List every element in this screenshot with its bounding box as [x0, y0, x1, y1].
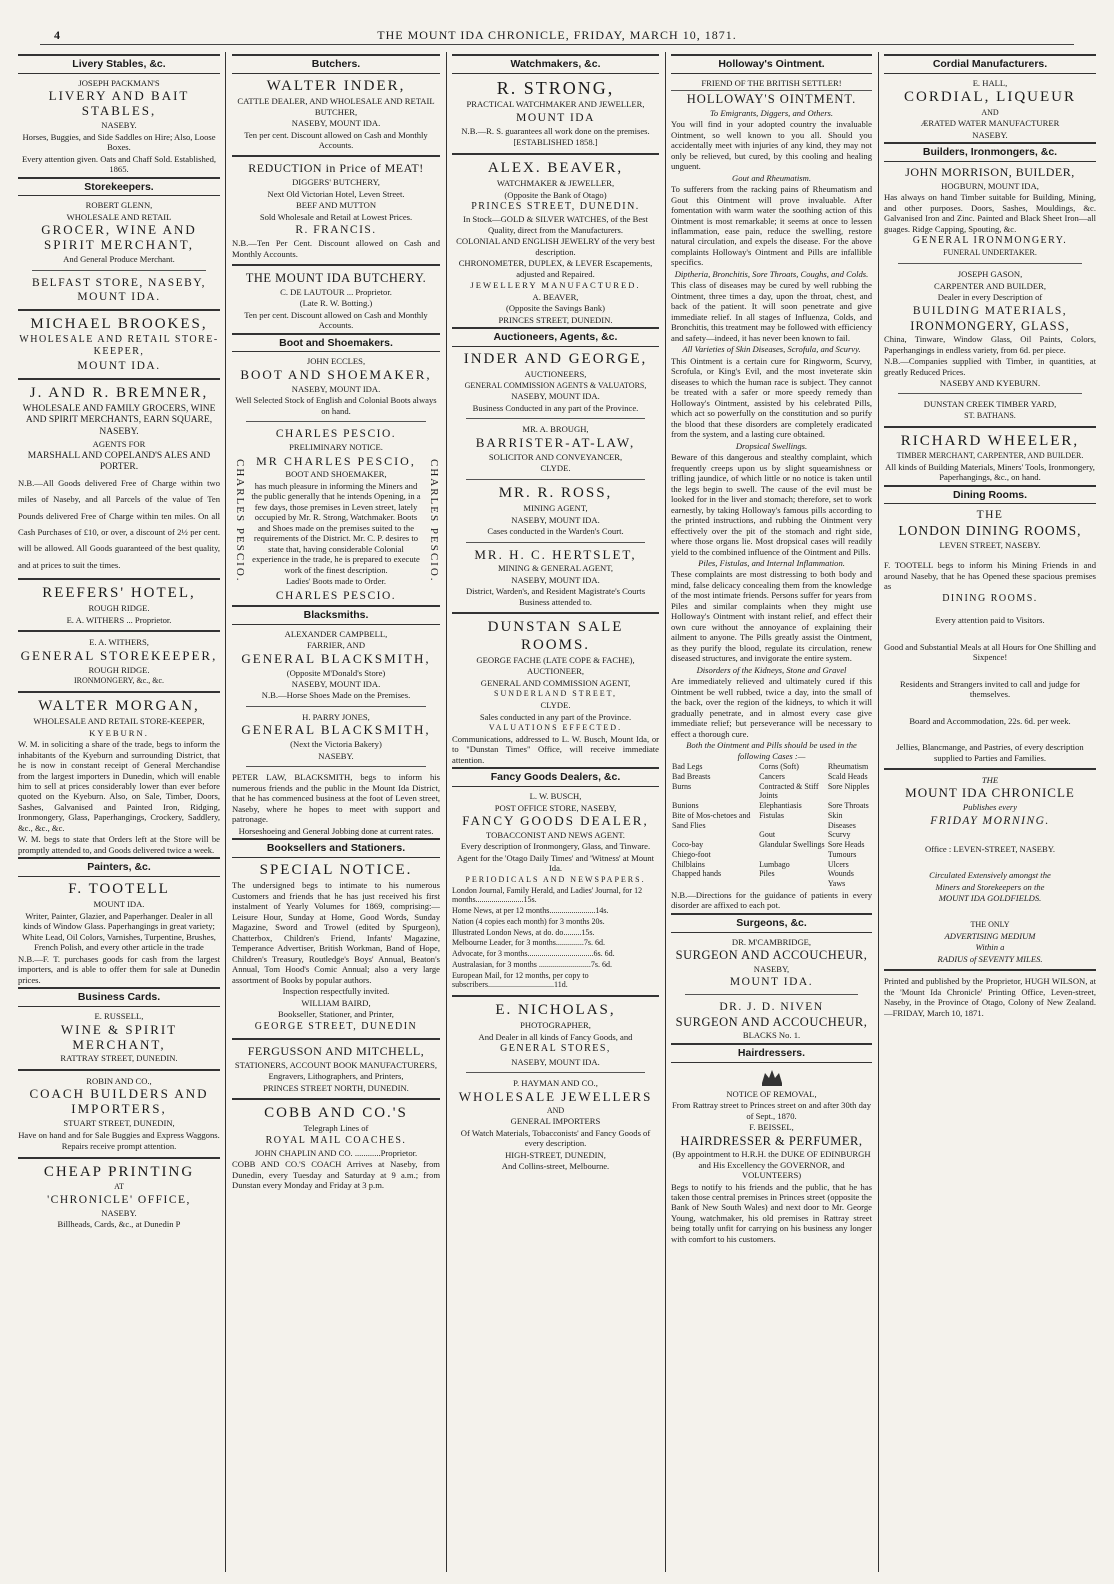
ad-baird: SPECIAL NOTICE. The undersigned begs to intimate to his numerous Customers and friends that he has just received his first instalment of Yearly Volumes for 1869, comprising:—Leisure Hour, Sunday at Home, Good Words, Sunday Magazine, Sword and Trowel (edited by Spurgeon), Chatterbox, Children's Friend, Infants' Magazine, Temperance Advertiser, British Workman, Band of Hope, Children's Treasury, Routledge's Boys' Annual, Beaton's Annual, Tom Hood's Comic Annual; also a very large assortment of Books by popular authors. Inspection respectfully invited. WILLIAM BAIRD, Bookseller, Stationer, and Printer, GEORGE STREET, DUNEDIN: [232, 862, 440, 1032]
table-row: Burns Contracted & Stiff Joints Sore Nipples: [672, 781, 870, 801]
section-heading: Booksellers and Stationers.: [232, 838, 440, 858]
imprint: Printed and published by the Proprietor, HUGH WILSON, at the 'Mount Ida Chronicle' Printing Office, Leven-street, Naseby, in the Province of Otago, Colony of New Zealand. —FRIDAY, March 10, 1871.: [884, 976, 1096, 1018]
table-row: Bad Breasts Cancers Scald Heads: [672, 771, 868, 781]
ad-beissel: NOTICE OF REMOVAL, From Rattray street to Princes street on and after 30th day of Sept., 1870. F. BEISSEL, HAIRDRESSER & PERFUMER, (By appointment to H.R.H. the DUKE OF EDINBURGH and His Excellency the GOVERNOR, and VOLUNTEERS) Begs to notify to his friends and the public, that he has taken those central premises in Princes street (opposite the Bank of New South Wales) and next door to Mr. George Young, watchmaker, his old premises in Rattray street being totally unfit for carrying on his business any longer with comfort to his customers.: [671, 1067, 872, 1245]
ad-pescio: CHARLES PESCIO. PRELIMINARY NOTICE. CHARLES PESCIO. MR CHARLES PESCIO, BOOT AND SHOEMAKER, has much pleasure in informing the Miners and the public generally that he intends Opening, in a few days, those premises in Leven street, lately occupied by Mr. R. Strong, Watchmaker. Boots and Shoes made on the premises suited to the requirements of the District. Mr. C. P. desires to state that, having considerable Colonial experience in the trade, he is prepared to execute work of the finest description. Ladies' Boots made to Order. CHARLES PESCIO. CHARLES PESCIO.: [234, 428, 440, 602]
ad-inder-butcher: WALTER INDER, CATTLE DEALER, AND WHOLESALE AND RETAIL BUTCHER, NASEBY, MOUNT IDA. Ten per cent. Discount allowed on Cash and Monthly Accounts.: [237, 77, 435, 150]
section-heading: Holloway's Ointment.: [671, 54, 872, 74]
page-number: 4: [54, 28, 61, 42]
column-2: [232, 52, 440, 1572]
column-rule: [878, 52, 879, 1572]
column-3: [452, 52, 659, 1572]
section-heading: Boot and Shoemakers.: [232, 333, 440, 353]
section-heading: Builders, Ironmongers, &c.: [884, 142, 1096, 162]
column-rule: [225, 52, 226, 1572]
section-heading: Butchers.: [232, 54, 440, 74]
ad-morgan: WALTER MORGAN, WHOLESALE AND RETAIL STORE-KEEPER, KYEBURN. W. M. in soliciting a share of the trade, begs to inform the inhabitants of the Kyeburn and surrounding District, that he is now in constant receipt of General Merchandise from the largest importers in Dunedin, which will enable him to sell at prices considerably lower than ever before quoted on the Kyeburn. Also, on Sale, Timber, Doors, Sashes, Galvanised and Painted Iron, Ridging, Ironmongery, Glass, Paperhangings, Crockery, Saddlery, &c., &c., &c. W. M. begs to state that Orders left at the Store will be promptly attended to, and Goods delivered twice a week.: [18, 697, 220, 855]
column-rule: [446, 52, 447, 1572]
table-row: Bite of Mos-chetoes and Sand Flies Fistulas Skin Diseases: [672, 810, 856, 830]
table-row: Gout Scurvy: [759, 830, 851, 840]
ad-hall: E. HALL, CORDIAL, LIQUEUR AND ÆRATED WATER MANUFACTURER NASEBY.: [904, 77, 1076, 140]
section-heading: Hairdressers.: [671, 1043, 872, 1063]
ad-jones: H. PARRY JONES, GENERAL BLACKSMITH, (Next the Victoria Bakery) NASEBY.: [241, 711, 431, 761]
table-row: Bunions Elephantiasis Sore Throats: [672, 801, 869, 811]
ad-mount-ida-butchery: THE MOUNT IDA BUTCHERY. C. DE LAUTOUR ... Proprietor. (Late R. W. Botting.) Ten per cent. Discount allowed on Cash and Monthly Accounts.: [244, 271, 428, 331]
section-heading: Livery Stables, &c.: [18, 54, 220, 74]
ad-withers: E. A. WITHERS, GENERAL STOREKEEPER, ROUGH RIDGE. IRONMONGERY, &c., &c.: [20, 637, 218, 686]
ad-niven: DR. J. D. NIVEN SURGEON AND ACCOUCHEUR, BLACKS No. 1.: [675, 1001, 868, 1041]
ad-inder-george: INDER AND GEORGE, AUCTIONEERS, GENERAL COMMISSION AGENTS & VALUATORS, NASEBY, MOUNT IDA. Business Conducted in any part of the Province.: [463, 351, 648, 413]
ad-dunstan-sale-rooms: DUNSTAN SALE ROOMS. GEORGE FACHE (LATE COPE & FACHE), AUCTIONEER, GENERAL AND COMMISSION AGENT, SUNDERLAND STREET, CLYDE. Sales conducted in any part of the Province. VALUATIONS EFFECTED. Communications, addressed to L. W. Busch, Mount Ida, or to "Dunstan Times" Office, will receive immediate attention.: [452, 619, 659, 765]
ad-cobb: COBB AND CO.'S Telegraph Lines of ROYAL MAIL COACHES. JOHN CHAPLIN AND CO. ............Proprietor. COBB AND CO.'S COACH Arrives at Naseby, from Dunedin, every Tuesday and Saturday at 9 a.m.; from Dunstan every Monday and Friday at 3 p.m.: [232, 1105, 440, 1191]
section-heading: Surgeons, &c.: [671, 913, 872, 933]
ad-ross: MR. R. ROSS, MINING AGENT, NASEBY, MOUNT IDA. Cases conducted in the Warden's Court.: [487, 484, 624, 537]
ad-cheap-printing: CHEAP PRINTING AT 'CHRONICLE' OFFICE, NASEBY. Billheads, Cards, &c., at Dunedin P: [43, 1163, 195, 1230]
section-heading: Auctioneers, Agents, &c.: [452, 327, 659, 347]
pescio-side-label: CHARLES PESCIO.: [234, 458, 246, 583]
ad-campbell: ALEXANDER CAMPBELL, FARRIER, AND GENERAL BLACKSMITH, (Opposite M'Donald's Store) NASEBY, MOUNT IDA. N.B.—Horse Shoes Made on the Premises.: [241, 628, 431, 701]
pescio-side-label: CHARLES PESCIO.: [428, 458, 440, 583]
section-heading: Blacksmiths.: [232, 605, 440, 625]
royal-crest-icon: [759, 1067, 785, 1087]
table-row: Bad Legs Corns (Soft) Rheumatism: [672, 762, 869, 772]
section-heading: Watchmakers, &c.: [452, 54, 659, 74]
ad-holloway: FRIEND OF THE BRITISH SETTLER! HOLLOWAY'S OINTMENT. To Emigrants, Diggers, and Others. You will find in your adopted country the invaluable Ointment, so well known to you all. Should you accidentally meet with injuries of any kind, they may not only be relieved, but cured, by this cooling and healing unguent. Gout and Rheumatism. To sufferers from the racking pains of Rheumatism and Gout this Ointment will prove invaluable. After fomentation with warm water the soothing action of this Ointment is most remarkable; it seems at once to lessen inflammation, ease pain, reduce the swelling, restore natural circulation, and expels the disease. For the above complaints Holloway's Ointment and Pills are infallible specifics. Diptheria, Bronchitis, Sore Throats, Coughs, and Colds. This class of diseases may be cured by well rubbing the Ointment, three times a day, upon the throat, chest, and back of the patient. It will soon penetrate and give immediate relief. In all stages of Influenza, Colds, and Bronchitis, this treatment may be followed with efficiency and safety—indeed, it has never been known to fail. All Varieties of Skin Diseases, Scrofula, and Scurvy. This Ointment is a certain cure for Ringworm, Scurvy, Scrofula, or King's Evil, and the most inveterate skin diseases to which the human race is subject. They cannot be treated with a safer or more speedy remedy than Holloway's Ointment, assisted by his celebrated Pills, which act so powerfully on the constitution and so purify the blood that these disorders are completely eradicated from the system, and a lasting cure obtained. Dropsical Swellings. Beware of this dangerous and stealthy complaint, which frequently creeps upon us by slight squeamishness or trifling jaundice, of which little or no notice is taken until the legs begin to swell. The cause of the evil must be looked for in the liver and stomach; therefore, set to work earnestly, by taking Holloway's famous pills according to the printed instructions, and rubbing the Ointment very effectively over the pit of the stomach and right side, where those organs lie. Most dropsical cases will readily yield to the combined influence of the Ointment and Pills. Piles, Fistulas, and Internal Inflammation. These complaints are most distressing to both body and mind, false delicacy concealing them from the knowledge of the most intimate friends. Persons suffer for years from Piles and similar complaints when they might use Holloway's Ointment with instant relief, and effect their own cure without the annoyance of explaining their ailment to anyone. The Pills greatly assist the Ointment, as they purify the blood, regulate its circulation, renew diseased structures, and invigorate the entire system. Disorders of the Kidneys, Stone and Gravel Are immediately relieved and ultimately cured if this Ointment be well rubbed, twice a day, into the small of the back, over the region of the kidneys, to which it will gradually penetrate, and in almost every case give immediate relief; but perseverance will be necessary to effect a thorough cure. Both the Ointment and Pills should be used in the following Cases :— Bad Legs Corns (Soft) Rheumatism Bad Breasts Cancers Scald Heads Burns Contracted & Stiff Joints Sore Nipples Bunions Elephantiasis Sore Throats Bite of Mos-chetoes and Sand Flies Fistulas Skin Diseases Gout Scurvy Coco-bay Glandular Swellings Sore Heads Chiego-foot Tumours Chilblains Lumbago Ulcers Chapped hands Piles Wounds Yaws N.B.—Directions for the guidance of patients in every disorder are affixed to each pot.: [671, 77, 872, 911]
table-row: Chiego-foot Tumours: [672, 849, 857, 859]
ad-eccles: JOHN ECCLES, BOOT AND SHOEMAKER, NASEBY, MOUNT IDA. Well Selected Stock of English and Colonial Boots always on hand.: [235, 356, 437, 416]
ad-bremner: J. AND R. BREMNER, WHOLESALE AND FAMILY GROCERS, WINE AND SPIRIT MERCHANTS, EARN SQUARE, NASEBY. AGENTS FOR MARSHALL AND COPELAND'S ALES AND PORTER. N.B.—All Goods delivered Free of Charge within two miles of Naseby, and all Parcels of the value of Ten Pounds delivered Free of Charge within ten miles. On all Cash Purchases of £10, or over, a discount of 2½ per cent. will be allowed. All Goods guaranteed of the best quality, and at prices to suit the times.: [18, 385, 220, 570]
table-row: Chilblains Lumbago Ulcers: [672, 859, 849, 869]
masthead: [40, 26, 1074, 45]
table-row: Chapped hands Piles Wounds: [672, 869, 854, 879]
section-heading: Cordial Manufacturers.: [884, 54, 1096, 74]
ad-morrison: JOHN MORRISON, BUILDER, HOGBURN, MOUNT IDA, Has always on hand Timber suitable for Building, Mining, and other purposes. Doors, Sashes, Mouldings, &c. Galvanised Iron and Zinc. Painted and Black Sheet Iron—all guages. Ridge Capping, Spouting, &c. GENERAL IRONMONGERY. FUNERAL UNDERTAKER.: [884, 165, 1096, 258]
ad-tootell: F. TOOTELL MOUNT IDA. Writer, Painter, Glazier, and Paperhanger. Dealer in all kinds of Window Glass. Paperhangings in great variety; White Lead, Oil Colors, Varnishes, Turpentine, Brushes, French Polish, and every other article in the trade N.B.—F. T. purchases goods for cash from the largest importers, and is able to offer them for sale at Dunedin prices.: [18, 881, 220, 985]
table-row: Coco-bay Glandular Swellings Sore Heads: [672, 840, 865, 850]
ad-strong: R. STRONG, PRACTICAL WATCHMAKER AND JEWELLER, MOUNT IDA N.B.—R. S. guarantees all work done on the premises. [ESTABLISHED 1858.]: [461, 77, 650, 148]
ad-hayman: P. HAYMAN AND CO., WHOLESALE JEWELLERS AND GENERAL IMPORTERS Of Watch Materials, Tobacconists' and Fancy Goods of every description. HIGH-STREET, DUNEDIN, And Collins-street, Melbourne.: [458, 1078, 653, 1172]
periodicals-list: London Journal, Family Herald, and Ladies' Journal, for 12 months........................15s. Home News, at per 12 months.......................14s. Nation (4 copies each month) for 3 months 20s. Illustrated London News, at do. do.........15s. Melbourne Leader, for 3 months..............7s. 6d. Advocate, for 3 months.................................6s. 6d. Australasian, for 3 months ..........................7s. 6d. European Mail, for 12 months, per copy to subscribers.................................11d.: [452, 885, 643, 990]
ad-gason: JOSEPH GASON, CARPENTER AND BUILDER, Dealer in every Description of BUILDING MATERIALS, IRONMONGERY, GLASS, China, Tinware, Window Glass, Oil Paints, Colors, Paperhangings in endless variety, from 6d. per piece. N.B.—Companies supplied with Timber, in quantities, at greatly Reduced Prices. NASEBY AND KYEBURN. DUNSTAN CREEK TIMBER YARD, ST. BATHANS.: [884, 269, 1096, 420]
ad-hertslet: MR. H. C. HERTSLET, MINING & GENERAL AGENT, NASEBY, MOUNT IDA. District, Warden's, and Resident Magistrate's Courts Business attended to.: [465, 546, 646, 607]
section-heading: Storekeepers.: [18, 177, 220, 197]
ad-brookes: MICHAEL BROOKES, WHOLESALE AND RETAIL STORE-KEEPER, MOUNT IDA.: [19, 315, 219, 373]
ad-brough: MR. A. BROUGH, BARRISTER-AT-LAW, SOLICITOR AND CONVEYANCER, CLYDE.: [475, 424, 636, 474]
ad-mount-ida-chronicle: THE MOUNT IDA CHRONICLE Publishes every FRIDAY MORNING. Office : LEVEN-STREET, NASEBY. Circulated Extensively amongst the Miners and Storekeepers on the MOUNT IDA GOLDFIELDS. THE ONLY ADVERTISING MEDIUM Within a RADIUS of SEVENTY MILES.: [905, 775, 1075, 964]
ad-law: PETER LAW, BLACKSMITH, begs to inform his numerous friends and the public in the Mount Ida District, that he has commenced business at the foot of Leven street, Naseby, where he hopes to meet with support and patronage. Horseshoeing and General Jobbing done at current rates.: [232, 772, 440, 836]
column-1: [18, 52, 220, 1572]
ad-packman: JOSEPH PACKMAN'S LIVERY AND BAIT STABLES, NASEBY. Horses, Buggies, and Side Saddles on Hire; Also, Loose Boxes. Every attention given. Oats and Chaff Sold. Established, 1865.: [21, 77, 217, 175]
section-heading: Fancy Goods Dealers, &c.: [452, 767, 659, 787]
ad-glenn: ROBERT GLENN, WHOLESALE AND RETAIL GROCER, WINE AND SPIRIT MERCHANT, And General Produce Merchant. BELFAST STORE, NASEBY, MOUNT IDA.: [31, 200, 206, 303]
ad-russell: E. RUSSELL, WINE & SPIRIT MERCHANT, RATTRAY STREET, DUNEDIN.: [60, 1011, 178, 1064]
column-5: [884, 52, 1096, 1572]
column-4: [671, 52, 872, 1572]
page-title: THE MOUNT IDA CHRONICLE, FRIDAY, MARCH 10, 1871.: [377, 28, 737, 42]
ad-beaver: ALEX. BEAVER, WATCHMAKER & JEWELLER, (Opposite the Bank of Otago) PRINCES STREET, DUNEDIN. In Stock—GOLD & SILVER WATCHES, of the Best Quality, direct from the Manufacturers. COLONIAL AND ENGLISH JEWELRY of the very best description. CHRONOMETER, DUPLEX, & LEVER Escapements, adjusted and Repaired. JEWELLERY MANUFACTURED. A. BEAVER, (Opposite the Savings Bank) PRINCES STREET, DUNEDIN.: [456, 159, 655, 325]
ad-nicholas: E. NICHOLAS, PHOTOGRAPHER, And Dealer in all kinds of Fancy Goods, and GENERAL STORES, NASEBY, MOUNT IDA.: [478, 1002, 633, 1067]
column-rule: [665, 52, 666, 1572]
ad-busch: L. W. BUSCH, POST OFFICE STORE, NASEBY, FANCY GOODS DEALER, TOBACCONIST AND NEWS AGENT. Every description of Ironmongery, Glass, and Tinware. Agent for the 'Otago Daily Times' and 'Witness' at Mount Ida. PERIODICALS AND NEWSPAPERS. London Journal, Family Herald, and Ladies' Journal, for 12 months........................15s. Home News, at per 12 months.......................14s. Nation (4 copies each month) for 3 months 20s. Illustrated London News, at do. do.........15s. Melbourne Leader, for 3 months..............7s. 6d. Advocate, for 3 months.................................6s. 6d. Australasian, for 3 months ..........................7s. 6d. European Mail, for 12 months, per copy to subscribers.................................11d.: [452, 791, 659, 990]
ad-robin: ROBIN AND CO., COACH BUILDERS AND IMPORTERS, STUART STREET, DUNEDIN, Have on hand and for Sale Buggies and Express Waggons. Repairs receive prompt attention.: [18, 1075, 220, 1152]
section-heading: Business Cards.: [18, 987, 220, 1007]
ad-fergusson: FERGUSSON AND MITCHELL, STATIONERS, ACCOUNT BOOK MANUFACTURERS, Engravers, Lithographers, and Printers, PRINCES STREET NORTH, DUNEDIN.: [234, 1043, 438, 1093]
ad-reefers-hotel: REEFERS' HOTEL, ROUGH RIDGE. E. A. WITHERS ... Proprietor.: [42, 584, 196, 625]
ad-diggers-butchery: REDUCTION in Price of MEAT! DIGGERS' BUTCHERY, Next Old Victorian Hotel, Leven Street. BEEF AND MUTTON Sold Wholesale and Retail at Lowest Prices. R. FRANCIS. N.B.—Ten Per Cent. Discount allowed on Cash and Monthly Accounts.: [232, 161, 440, 259]
table-row: Yaws: [827, 879, 846, 889]
ailments-table: [671, 762, 872, 889]
section-heading: Dining Rooms.: [884, 485, 1096, 505]
section-heading: Painters, &c.: [18, 857, 220, 877]
ad-mcambridge: DR. M'CAMBRIDGE, SURGEON AND ACCOUCHEUR, NASEBY, MOUNT IDA.: [675, 936, 868, 989]
ad-wheeler: RICHARD WHEELER, TIMBER MERCHANT, CARPENTER, AND BUILDER. All kinds of Building Materials, Miners' Tools, Ironmongery, Paperhangings, &c., on hand.: [885, 432, 1095, 483]
ad-london-dining-rooms: THE LONDON DINING ROOMS, LEVEN STREET, NASEBY. F. TOOTELL begs to inform his Mining Friends in and around Naseby, that he has Opened these spacious premises as DINING ROOMS. Every attention paid to Visitors. Good and Substantial Meals at all Hours for One Shilling and Sixpence! Residents and Strangers invited to call and judge for themselves. Board and Accommodation, 22s. 6d. per week. Jellies, Blancmange, and Pastries, of every description supplied to Parties and Families.: [884, 509, 1096, 763]
